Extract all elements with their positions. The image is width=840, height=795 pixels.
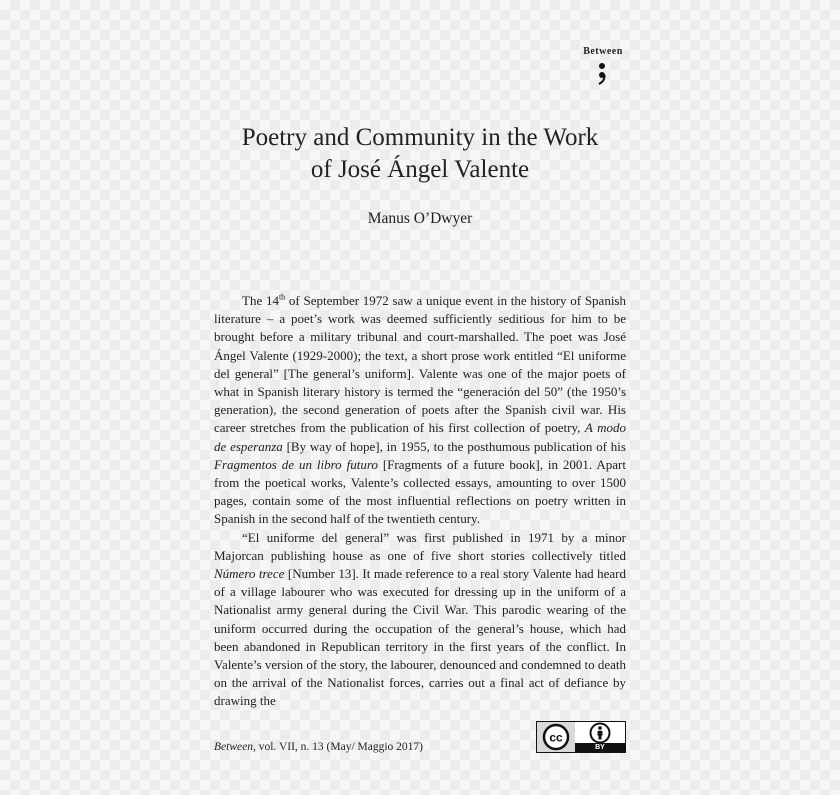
- author-name: Manus O’Dwyer: [367, 210, 473, 227]
- footer-citation: [214, 741, 423, 753]
- attribution-person-icon: [589, 722, 611, 744]
- p2-text-b: [Number 13]. It made reference to a real story Valente had heard of a village labourer who was executed for dressing up in the uniform of a Nationalist army general during the Civil War. This parodic wearing of the uniform occurred during the occupation of the general’s house, which had been abandoned in Republican territory in the first years of the conflict. In Valente’s version of the story, the labourer, denounced and condemned to death on the arrival of the Nationalist forces, carries out a final act of defiance by drawing the: [214, 566, 627, 709]
- p2-text-a: “El uniforme del general” was first published in 1971 by a minor Majorcan publishing house as one of five short stories collectively titled: [214, 529, 626, 563]
- title-line-1: Poetry and Community in the Work: [241, 124, 599, 151]
- semicolon-logo-icon: [592, 60, 612, 86]
- p1-text-a: The 14: [242, 293, 279, 308]
- creative-commons-badge: [536, 721, 626, 753]
- p1-italic-title-1: A modo de esperanza: [214, 420, 626, 454]
- journal-logo: [578, 46, 628, 86]
- p1-text-c: [By way of hope], in 1955, to the posthumous publication of his: [282, 438, 626, 454]
- p2-italic-title: Número trece: [214, 566, 285, 582]
- cc-by-label: BY: [575, 743, 625, 752]
- article-body: [214, 292, 626, 711]
- cc-icon-label: cc: [549, 730, 563, 745]
- cc-icon: [541, 722, 571, 752]
- paragraph-2: [214, 529, 626, 711]
- journal-logo-text: Between: [583, 46, 623, 57]
- p1-text-b: of September 1972 saw a unique event in the history of Spanish literature – a poet’s work was deemed sufficiently seditious for him to be brought before a military tribunal and court-marshalled. The poet was José Ángel Valente (1929-2000); the text, a short prose work entitled “El uniforme del general” [The general’s uniform]. Valente was one of the major poets of what in Spanish literary history is termed the “generación del 50” (the 1950’s generation), the second generation of poets after the Spanish civil war. His career stretches from the publication of his first collection of poetry,: [214, 293, 626, 436]
- p1-superscript: th: [278, 292, 286, 302]
- p1-text-d: [Fragments of a future book], in 2001. Apart from the poetical works, Valente’s collected essays, amounting to over 1500 pages, contain some of the most influential reflections on poetry written in Spanish in the second half of the twentieth century.: [214, 456, 626, 527]
- footer-volume-info: , vol. VII, n. 13 (May/ Maggio 2017): [252, 741, 423, 753]
- paragraph-1: [214, 292, 626, 529]
- footer-journal-name: Between: [214, 741, 253, 753]
- article-title: [200, 122, 640, 186]
- title-line-2: of José Ángel Valente: [310, 156, 530, 183]
- p1-italic-title-2: Fragmentos de un libro futuro: [214, 456, 378, 472]
